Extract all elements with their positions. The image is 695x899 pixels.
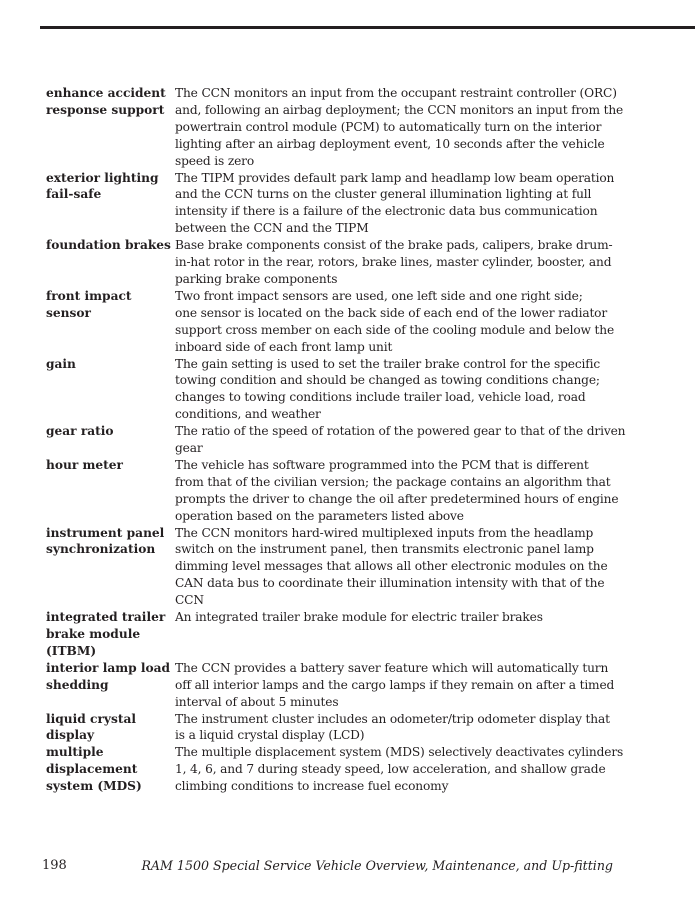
definition-line: CAN data bus to coordinate their illumination intensity with that of the	[175, 576, 605, 591]
definition-line: support cross member on each side of the cooling module and below the	[175, 322, 615, 337]
term-line: instrument panel	[46, 525, 165, 540]
term-line: system (MDS)	[46, 779, 142, 794]
term-line: interior lamp load	[46, 660, 171, 675]
glossary-term	[46, 170, 175, 204]
term-line: gear ratio	[46, 424, 114, 439]
definition-line: powertrain control module (PCM) to automatically turn on the interior	[175, 119, 602, 134]
term-line: multiple	[46, 745, 104, 760]
definition-line: and the CCN turns on the cluster general illumination lighting at full	[175, 187, 592, 202]
term-line: (ITBM)	[46, 643, 97, 658]
definition-line: changes to towing conditions include trailer load, vehicle load, road	[175, 390, 586, 405]
glossary-term	[46, 85, 175, 119]
glossary-definition	[175, 423, 625, 457]
glossary-entry	[46, 237, 611, 288]
glossary-definition	[175, 525, 611, 610]
term-line: liquid crystal	[46, 711, 136, 726]
glossary-entry	[46, 660, 615, 711]
glossary-term	[46, 609, 175, 660]
definition-line: intensity if there is a failure of the electronic data bus communication	[175, 204, 598, 219]
definition-line: and, following an airbag deployment; the CCN monitors an input from the	[175, 102, 624, 117]
definition-line: The instrument cluster includes an odometer/trip odometer display that	[175, 711, 610, 726]
glossary-definition	[175, 288, 614, 356]
definition-line: operation based on the parameters listed above	[175, 508, 464, 523]
page-number: 198	[42, 858, 67, 873]
definition-line: gear	[175, 441, 203, 456]
term-line: displacement	[46, 762, 138, 777]
definition-line: The multiple displacement system (MDS) selectively deactivates cylinders	[175, 745, 624, 760]
glossary-definition	[175, 356, 611, 424]
definition-line: The vehicle has software programmed into the PCM that is different	[175, 457, 589, 472]
definition-line: from that of the civilian version; the package contains an algorithm that	[175, 474, 611, 489]
term-line: shedding	[46, 677, 109, 692]
definition-line: The CCN monitors hard-wired multiplexed inputs from the headlamp	[175, 525, 594, 540]
definition-line: An integrated trailer brake module for electric trailer brakes	[175, 610, 543, 625]
definition-line: towing condition and should be changed as towing conditions change;	[175, 373, 600, 388]
glossary-entry	[46, 457, 619, 525]
term-line: exterior lighting	[46, 170, 159, 185]
glossary-term	[46, 288, 175, 322]
definition-line: parking brake components	[175, 271, 338, 286]
definition-line: The gain setting is used to set the trailer brake control for the specific	[175, 356, 601, 371]
term-line: synchronization	[46, 542, 156, 557]
glossary-entry	[46, 356, 611, 424]
glossary-entry	[46, 85, 624, 170]
glossary-definition	[175, 711, 611, 745]
definition-line: conditions, and weather	[175, 407, 321, 422]
term-line: foundation brakes	[46, 238, 171, 253]
definition-line: The TIPM provides default park lamp and headlamp low beam operation	[175, 170, 615, 185]
glossary-term	[46, 237, 175, 254]
glossary-term	[46, 711, 175, 745]
definition-line: is a liquid crystal display (LCD)	[175, 728, 365, 743]
definition-line: The CCN monitors an input from the occupant restraint controller (ORC)	[175, 86, 617, 100]
definition-line: CCN	[175, 593, 204, 608]
glossary-entry	[46, 609, 611, 660]
glossary-definition	[175, 744, 623, 795]
glossary-term	[46, 457, 175, 474]
running-footer-title: RAM 1500 Special Service Vehicle Overview, Maintenance, and Up-fitting	[141, 858, 613, 873]
term-line: display	[46, 728, 95, 743]
glossary-term	[46, 660, 175, 694]
definition-line: prompts the driver to change the oil after predetermined hours of engine	[175, 491, 619, 506]
definition-line: one sensor is located on the back side of each end of the lower radiator	[175, 305, 608, 320]
glossary-definition	[175, 609, 611, 626]
definition-line: between the CCN and the TIPM	[175, 221, 369, 236]
term-line: front impact	[46, 288, 132, 303]
definition-line: switch on the instrument panel, then transmits electronic panel lamp	[175, 542, 594, 557]
term-line: brake module	[46, 627, 141, 641]
term-line: gain	[46, 356, 76, 371]
glossary-definition	[175, 660, 614, 711]
definition-line: Base brake components consist of the brake pads, calipers, brake drum-	[175, 238, 613, 253]
glossary-list	[46, 85, 626, 795]
definition-line: in-hat rotor in the rear, rotors, brake lines, master cylinder, booster, and	[175, 255, 612, 270]
term-line: hour meter	[46, 457, 123, 472]
glossary-term	[46, 525, 175, 559]
glossary-entry	[46, 525, 611, 610]
glossary-term	[46, 744, 175, 795]
term-line: fail-safe	[46, 187, 102, 202]
glossary-definition	[175, 457, 618, 525]
term-line: integrated trailer	[46, 610, 166, 625]
definition-line: lighting after an airbag deployment event, 10 seconds after the vehicle	[175, 136, 605, 151]
definition-line: The ratio of the speed of rotation of the powered gear to that of the driven	[175, 424, 626, 439]
glossary-entry	[46, 423, 626, 457]
definition-line: speed is zero	[175, 153, 255, 168]
definition-line: The CCN provides a battery saver feature which will automatically turn	[175, 660, 609, 675]
definition-line: climbing conditions to increase fuel economy	[175, 779, 449, 794]
glossary-entry	[46, 711, 611, 745]
term-line: sensor	[46, 305, 91, 320]
definition-line: off all interior lamps and the cargo lamps if they remain on after a timed	[175, 677, 615, 692]
term-line: response support	[46, 102, 165, 117]
definition-line: 1, 4, 6, and 7 during steady speed, low acceleration, and shallow grade	[175, 762, 606, 777]
definition-line: interval of about 5 minutes	[175, 694, 339, 709]
glossary-term	[46, 356, 175, 373]
header-rule	[40, 26, 695, 29]
definition-line: Two front impact sensors are used, one left side and one right side;	[175, 288, 583, 303]
glossary-entry	[46, 744, 624, 795]
definition-line: dimming level messages that allows all other electronic modules on the	[175, 559, 608, 574]
glossary-definition	[175, 237, 612, 288]
glossary-definition	[175, 170, 614, 238]
term-line: enhance accident	[46, 86, 166, 100]
glossary-entry	[46, 170, 615, 238]
definition-line: inboard side of each front lamp unit	[175, 339, 393, 354]
glossary-definition	[175, 85, 623, 170]
glossary-entry	[46, 288, 615, 356]
glossary-term	[46, 423, 175, 440]
